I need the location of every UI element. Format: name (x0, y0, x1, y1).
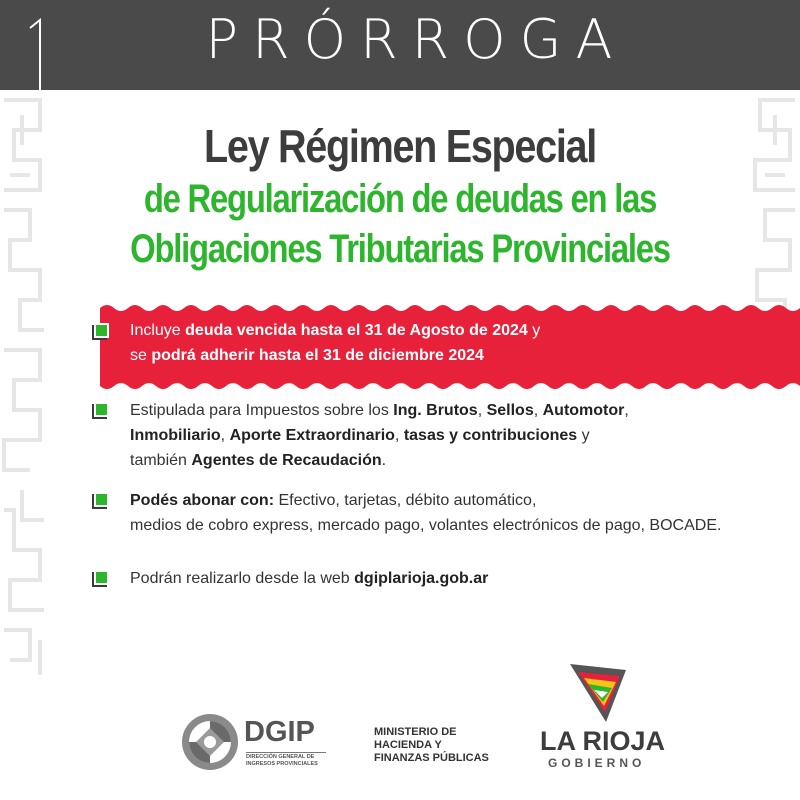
text-part: , (394, 427, 404, 444)
page-title: PRÓRROGA (205, 8, 627, 71)
bullet-line: medios de cobro express, mercado pago, volantes electrónicos de pago, BOCADE. (130, 517, 722, 534)
bullet-line (130, 488, 770, 513)
text-part: también (130, 452, 192, 469)
bold-term: Sellos (486, 402, 534, 419)
bullet-payment-methods (130, 488, 770, 538)
bullet-website (130, 566, 770, 591)
banner-bold-adhesion: podrá adherir hasta el 31 de diciembre 2024 (151, 347, 484, 364)
banner-text-part: Incluye (130, 322, 186, 339)
text-part: y (577, 427, 590, 444)
dgip-subtitle-line: INGRESOS PROVINCIALES (246, 761, 318, 767)
checkbox-icon (94, 323, 109, 338)
text-part: , (477, 402, 487, 419)
bold-term: Podés abonar con: (130, 492, 275, 509)
checkbox-icon (94, 492, 109, 507)
ministry-line: HACIENDA Y (374, 739, 442, 751)
main-heading (0, 118, 800, 274)
dgip-logo-icon (180, 712, 240, 772)
banner-text (130, 318, 780, 368)
text-part: , (533, 402, 543, 419)
text-part: Podrán realizarlo desde la web (130, 570, 355, 587)
heading-line-3: Obligaciones Tributarias Provinciales (130, 227, 670, 271)
dgip-subtitle (246, 752, 326, 768)
bold-term: tasas y contribuciones (403, 427, 578, 444)
footer-logos (0, 660, 800, 800)
bullet-line (130, 423, 770, 448)
banner-text-part: y (527, 322, 541, 339)
checkbox-icon (94, 402, 109, 417)
text-part: , (220, 427, 230, 444)
la-rioja-logo-icon (568, 662, 630, 724)
heading-line-1: Ley Régimen Especial (204, 120, 596, 172)
ministry-line: MINISTERIO DE (374, 726, 457, 738)
website-link[interactable]: dgiplarioja.gob.ar (354, 570, 489, 587)
bold-term: Automotor (542, 402, 625, 419)
banner-text-part: se (130, 347, 152, 364)
la-rioja-subtitle: GOBIERNO (548, 756, 646, 770)
bullet-line (130, 566, 770, 591)
text-part: . (381, 452, 387, 469)
bullet-taxes (130, 398, 770, 473)
banner-line-2 (130, 343, 780, 368)
bold-term: Agentes de Recaudación (191, 452, 382, 469)
heading-line-2: de Regularización de deudas en las (143, 177, 657, 221)
bold-term: Inmobiliario (130, 427, 221, 444)
text-part: , (624, 402, 629, 419)
dgip-name: DGIP (244, 716, 315, 748)
bullet-line (130, 398, 770, 423)
bullet-line (130, 448, 770, 473)
ministry-name (374, 726, 514, 765)
ministry-line: FINANZAS PÚBLICAS (374, 752, 489, 764)
la-rioja-name: LA RIOJA (540, 726, 666, 756)
bold-term: Ing. Brutos (393, 402, 478, 419)
checkbox-icon (94, 570, 109, 585)
bold-term: Aporte Extraordinario (229, 427, 395, 444)
banner-line-1 (130, 318, 780, 343)
text-part: Efectivo, tarjetas, débito automático, (274, 492, 537, 509)
dgip-subtitle-line: DIRECCIÓN GENERAL DE (246, 754, 315, 760)
banner-bold-deadline: deuda vencida hasta el 31 de Agosto de 2024 (185, 322, 528, 339)
text-part: Estipulada para Impuestos sobre los (130, 402, 394, 419)
